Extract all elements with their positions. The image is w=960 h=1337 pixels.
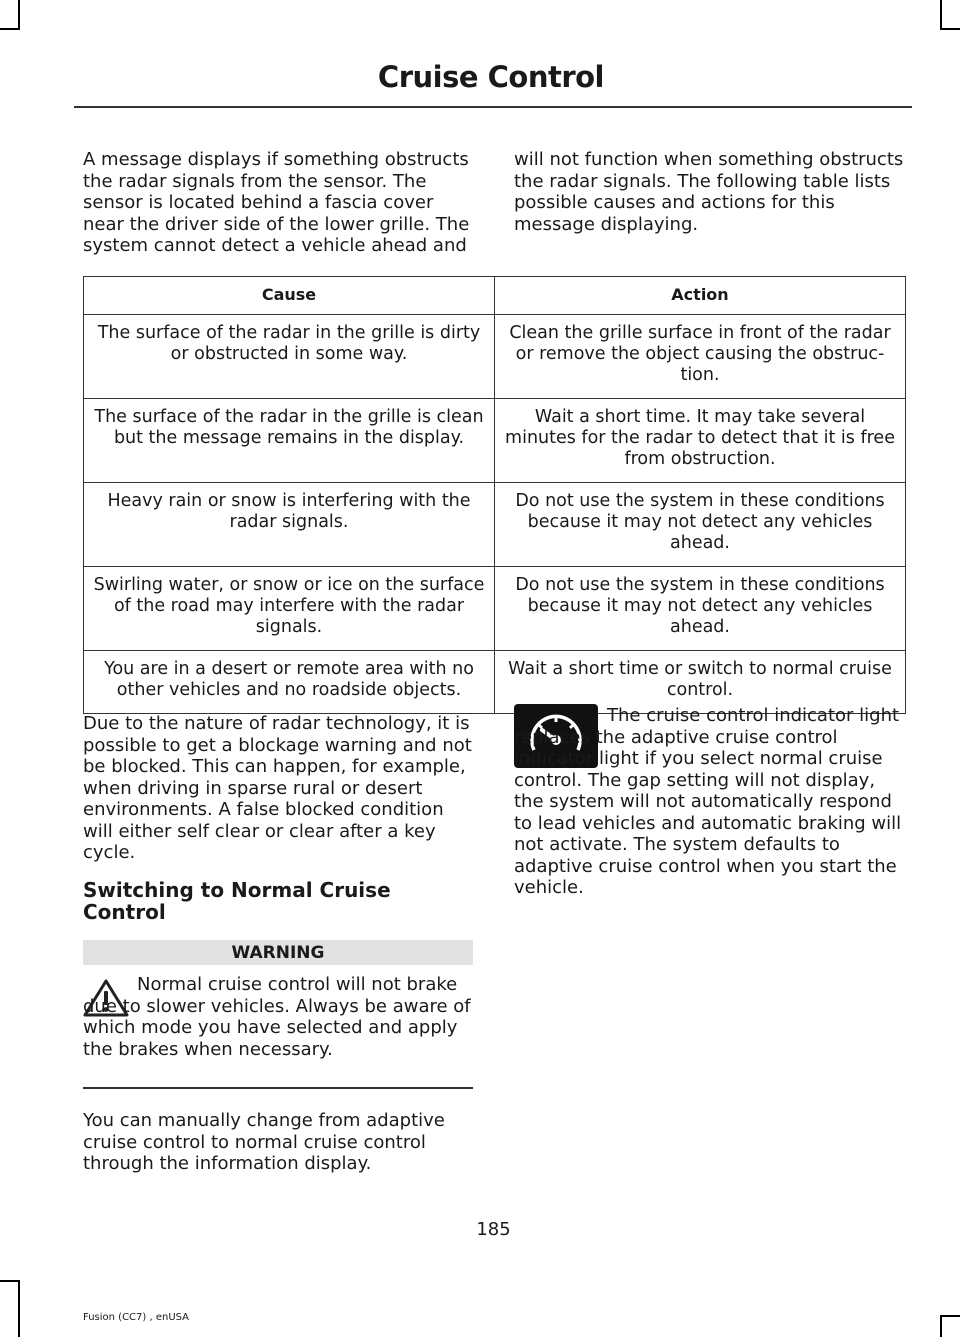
table-row [84, 315, 906, 399]
intro-right [514, 149, 909, 235]
left-column [83, 713, 475, 923]
column-header-cause: Cause [84, 277, 495, 315]
column-header-action: Action [495, 277, 906, 315]
table-row [84, 567, 906, 651]
radar-note-paragraph: Due to the nature of radar technology, it is possible to get a blockage warning and not be blocked. This can happen, for example, when driving in sparse rural or desert environments. A false blocked condition will either self clear or clear after a key cycle. [83, 713, 472, 863]
crop-mark [18, 1280, 20, 1337]
indicator-paragraph: The cruise control indicator light replaces the adaptive cruise control indicator light if you select normal cruise control. The gap setting will not display, the system will not automatically respond to lead vehicles and automatic braking will not activate. The system defaults to adaptive cruise control when you start the vehicle. [514, 705, 902, 898]
crop-mark [940, 28, 960, 30]
intro-left [83, 149, 478, 257]
crop-mark [940, 1315, 942, 1337]
causes-actions-table [83, 276, 906, 714]
table-header-row [84, 277, 906, 315]
manual-change-block [83, 1110, 475, 1175]
footer-model: Fusion (CC7) , enUSA [83, 1312, 190, 1323]
warning-text: Normal cruise control will not brake due to slower vehicles. Always be aware of which mode you have selected and apply the brakes when necessary. [83, 974, 471, 1060]
cause-cell: The surface of the radar in the grille is clean but the message remains in the display. [84, 399, 495, 483]
page-title: Cruise Control [377, 60, 604, 94]
cause-cell: Swirling water, or snow or ice on the surface of the road may interfere with the radar signals. [84, 567, 495, 651]
warning-label: WARNING [83, 940, 473, 965]
crop-mark [0, 28, 20, 30]
header-divider [74, 106, 912, 108]
crop-mark [0, 1280, 20, 1282]
intro-paragraph-left: A message displays if something obstructs the radar signals from the sensor. The sensor is located behind a fascia cover near the driver side of the lower grille. The system cannot detect a vehicle ahead and [83, 149, 470, 256]
action-cell: Wait a short time or switch to normal cruise control. [495, 651, 906, 714]
cause-cell: The surface of the radar in the grille is dirty or obstructed in some way. [84, 315, 495, 399]
cause-cell: Heavy rain or snow is interfering with the radar signals. [84, 483, 495, 567]
warning-divider [83, 1087, 473, 1089]
table-row [84, 483, 906, 567]
table-row [84, 399, 906, 483]
action-cell: Do not use the system in these conditions because it may not detect any vehicles ahead. [495, 483, 906, 567]
cause-cell: You are in a desert or remote area with no other vehicles and no roadside objects. [84, 651, 495, 714]
crop-mark [940, 0, 942, 30]
action-cell: Wait a short time. It may take several minutes for the radar to detect that it is free from obstruction. [495, 399, 906, 483]
manual-change-paragraph: You can manually change from adaptive cruise control to normal cruise control through the information display. [83, 1110, 445, 1174]
action-cell: Clean the grille surface in front of the radar or remove the object causing the obstruc-tion. [495, 315, 906, 399]
right-column [514, 705, 909, 899]
page-number: 185 [476, 1219, 511, 1240]
action-cell: Do not use the system in these conditions because it may not detect any vehicles ahead. [495, 567, 906, 651]
warning-body [83, 974, 475, 1060]
section-heading: Switching to Normal Cruise Control [83, 877, 391, 924]
crop-mark [940, 1315, 960, 1317]
intro-paragraph-right: will not function when something obstructs the radar signals. The following table lists possible causes and actions for this message displaying. [514, 149, 904, 235]
crop-mark [18, 0, 20, 30]
